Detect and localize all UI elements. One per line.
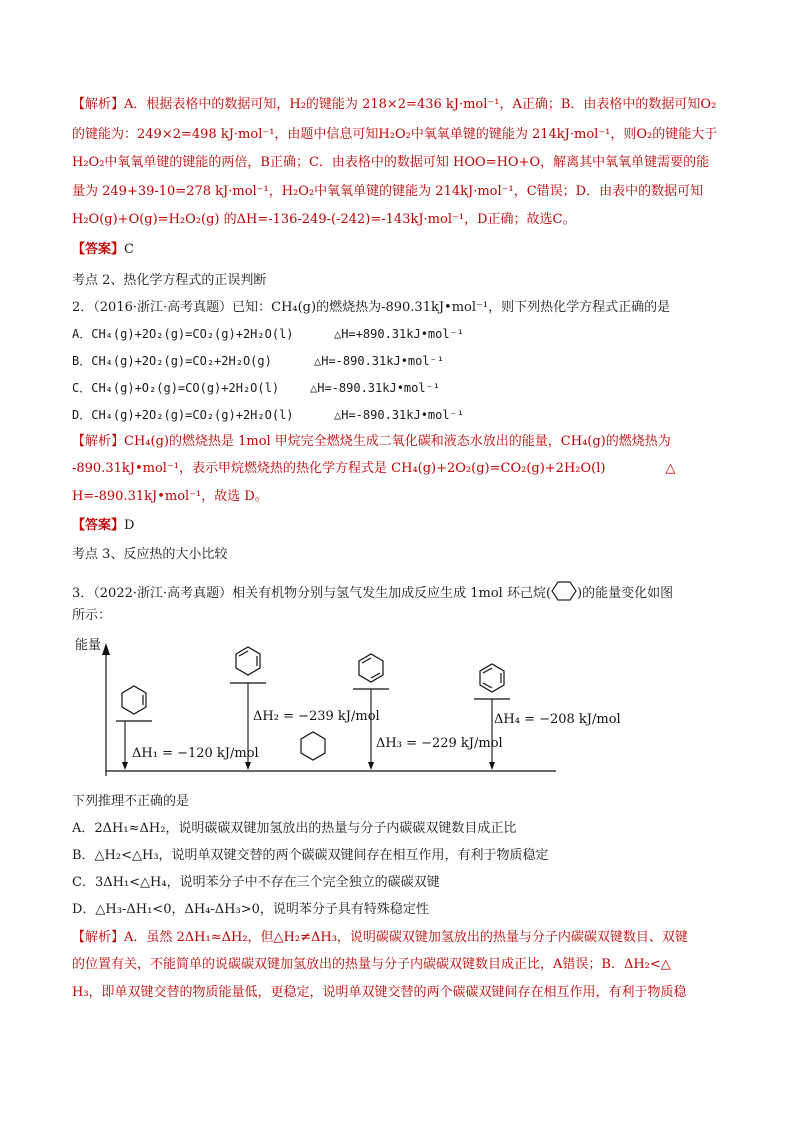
option-d: D．△H₃-ΔH₁<0，ΔH₄-ΔH₃>0，说明苯分子具有特殊稳定性 <box>72 902 429 917</box>
analysis-line: H₃，即单双键交替的物质能量低，更稳定，说明单双键交替的两个碳碳双键间存在相互作用，有利于物质稳 <box>72 985 687 1000</box>
option-enthalpy: △H=-890.31kJ•mol⁻¹ <box>314 354 445 368</box>
analysis-line: 量为 249+39-10=278 kJ·mol⁻¹，H₂O₂中氧氧单键的键能为 214kJ·mol⁻¹，C错误；D．由表中的数据可知 <box>72 184 704 199</box>
topic-heading: 考点 3、反应热的大小比较 <box>72 547 228 562</box>
option-b: B．△H₂<△H₃，说明单双键交替的两个碳碳双键间存在相互作用，有利于物质稳定 <box>72 848 549 863</box>
analysis-line: 【解析】A．虽然 2ΔH₁≈ΔH₂，但△H₂≠ΔH₃，说明碳碳双键加氢放出的热量与分子内碳碳双键数目、双键 <box>72 930 688 945</box>
option-enthalpy: △H=-890.31kJ•mol⁻¹ <box>334 408 465 422</box>
option-a: A．2ΔH₁≈ΔH₂，说明碳碳双键加氢放出的热量与分子内碳碳双键数目成正比 <box>72 821 517 836</box>
question-prompt: 下列推理不正确的是 <box>72 794 190 809</box>
dh4-label: ΔH₄ = −208 kJ/mol <box>494 712 621 727</box>
question-stem-cont: 所示： <box>72 608 112 623</box>
cyclohexane-icon <box>551 580 577 602</box>
analysis-line: -890.31kJ•mol⁻¹，表示甲烷燃烧热的热化学方程式是 CH₄(g)+2O₂(g)=CO₂(g)+2H₂O(l) △ <box>72 461 676 476</box>
analysis-line: 【解析】CH₄(g)的燃烧热是 1mol 甲烷完全燃烧生成二氧化碳和液态水放出的能量，CH₄(g)的燃烧热为 <box>72 434 671 449</box>
answer-line <box>72 240 134 260</box>
cyclohexene-icon <box>122 686 146 714</box>
answer-label: 【答案】 <box>72 242 125 257</box>
answer-value: C <box>124 242 134 257</box>
option-c: C．3ΔH₁<△H₄，说明苯分子中不存在三个完全独立的碳碳双键 <box>72 875 440 890</box>
option-equation: D．CH₄(g)+2O₂(g)=CO₂(g)+2H₂O(l) <box>72 408 294 422</box>
option-equation: C．CH₄(g)+O₂(g)=CO(g)+2H₂O(l) <box>72 381 280 395</box>
axis-label: 能量 <box>75 638 102 653</box>
cyclohexadiene-icon <box>236 647 260 675</box>
analysis-line: H₂O(g)+O(g)=H₂O₂(g) 的ΔH=-136-249-(-242)=-143kJ·mol⁻¹，D正确；故选C。 <box>72 212 576 227</box>
benzene-icon <box>480 664 504 692</box>
analysis-line: 的位置有关，不能简单的说碳碳双键加氢放出的热量与分子内碳碳双键数目成正比，A错误；B．ΔH₂<△ <box>72 957 671 972</box>
cyclohexadiene-icon <box>359 654 383 682</box>
answer-value: D <box>124 518 135 533</box>
analysis-line: H₂O₂中氧氧单键的键能的两倍，B正确；C．由表格中的数据可知 HOO=HO+O，解离其中氧氧单键需要的能 <box>72 155 710 170</box>
option-c <box>72 378 440 398</box>
option-d <box>72 405 464 425</box>
option-equation: A．CH₄(g)+2O₂(g)=CO₂(g)+2H₂O(l) <box>72 327 294 341</box>
energy-diagram <box>70 633 621 783</box>
dh2-label: ΔH₂ = −239 kJ/mol <box>253 709 380 724</box>
question-stem: 2．（2016·浙江·高考真题）已知：CH₄(g)的燃烧热为-890.31kJ•mol⁻¹，则下列热化学方程式正确的是 <box>72 300 671 315</box>
analysis-line: 的键能为：249×2=498 kJ·mol⁻¹，由题中信息可知H₂O₂中氧氧单键的键能为 214kJ·mol⁻¹，则O₂的键能大于 <box>72 127 718 142</box>
option-a <box>72 324 464 344</box>
answer-label: 【答案】 <box>72 518 125 533</box>
analysis-line: H=-890.31kJ•mol⁻¹，故选 D。 <box>72 489 268 504</box>
option-enthalpy: △H=-890.31kJ•mol⁻¹ <box>310 381 441 395</box>
dh3-label: ΔH₃ = −229 kJ/mol <box>376 736 503 751</box>
topic-heading: 考点 2、热化学方程式的正误判断 <box>72 273 267 288</box>
analysis-line: 【解析】A．根据表格中的数据可知，H₂的键能为 218×2=436 kJ·mol⁻¹，A正确；B．由表格中的数据可知O₂ <box>72 97 717 112</box>
option-enthalpy: △H=+890.31kJ•mol⁻¹ <box>334 327 465 341</box>
question-stem: 3．（2022·浙江·高考真题）相关有机物分别与氢气发生加成反应生成 1mol 环己烷( )的能量变化如图 <box>72 580 673 604</box>
dh1-label: ΔH₁ = −120 kJ/mol <box>132 746 259 761</box>
answer-line <box>72 516 134 536</box>
option-equation: B．CH₄(g)+2O₂(g)=CO₂+2H₂O(g) <box>72 354 272 368</box>
option-b <box>72 351 444 371</box>
axis-arrow <box>102 643 110 655</box>
cyclohexane-product-icon <box>301 732 325 760</box>
